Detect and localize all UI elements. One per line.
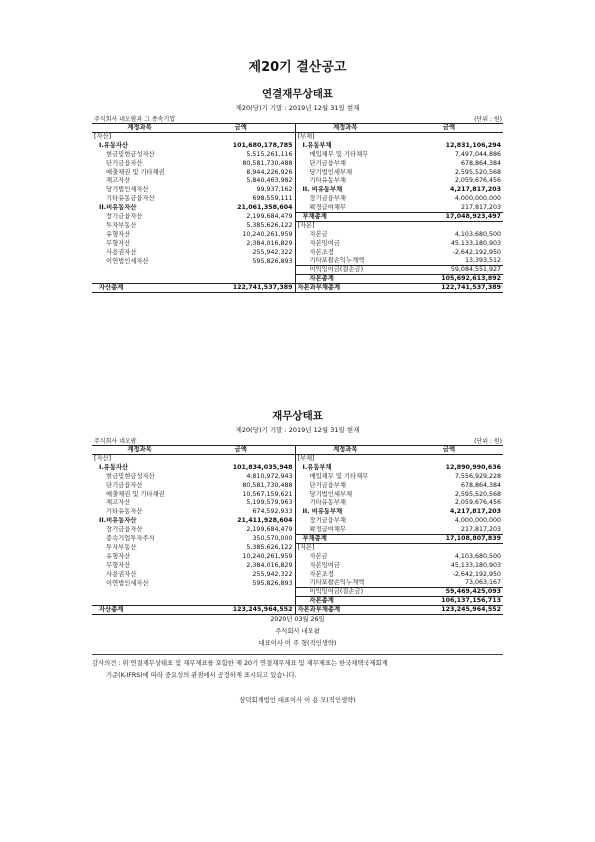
consolidated-unit: (단위 : 원) (474, 116, 502, 123)
consolidated-title: 연결재무상태표 (261, 88, 333, 100)
table-row (92, 204, 503, 213)
table-row (92, 266, 503, 275)
amount (187, 588, 295, 597)
account-name: 종속기업투자주식 (106, 535, 155, 543)
account-name: 자본총계 (295, 275, 395, 284)
account-name: 매입채무 및 기타채무 (295, 150, 395, 159)
account-name: 자본잉여금 (295, 561, 395, 570)
amount: 350,570,000 (252, 535, 293, 543)
amount: 217,817,203 (460, 203, 501, 211)
amount (395, 455, 503, 464)
amount (187, 455, 295, 464)
amount: -2,642,192,950 (452, 248, 501, 256)
amount: 4,217,817,203 (450, 186, 501, 194)
account-name: 유형자산 (106, 552, 131, 560)
amount: 2,059,676,456 (454, 499, 501, 507)
account-name: 당기법인세부채 (295, 490, 395, 499)
amount: 17,108,807,839 (395, 535, 503, 544)
table-row (92, 535, 503, 544)
amount: 12,831,106,294 (445, 141, 501, 149)
amount: 5,385,626,122 (246, 221, 293, 229)
amount: 255,942,322 (252, 248, 293, 256)
account-name: II.비유동자산 (99, 517, 137, 525)
column-header: 계정과목 (295, 124, 395, 133)
account-name: 재고자산 (106, 499, 131, 507)
account-name: 자본금 (295, 552, 395, 561)
amount: 7,497,044,886 (454, 150, 501, 158)
amount: 12,890,990,636 (445, 463, 501, 471)
amount: 99,937,162 (256, 186, 293, 194)
account-name: 이익잉여금(결손금) (295, 266, 395, 275)
amount: 8,944,226,926 (246, 168, 293, 176)
account-name: 당기법인세부채 (295, 168, 395, 177)
table-row (92, 481, 503, 490)
amount (187, 266, 295, 275)
amount: 80,581,730,488 (242, 481, 293, 489)
audit-line-2: 기준(K-IFRS)에 따라 중요성의 관점에서 공정하게 표시되고 있습니다. (106, 671, 297, 679)
table-row (92, 570, 503, 579)
account-name: 자본잉여금 (295, 239, 395, 248)
amount (187, 597, 295, 606)
separate-title: 재무상태표 (272, 410, 323, 422)
account-name: 장기금융부채 (295, 195, 395, 204)
audit-divider (92, 654, 503, 655)
account-name: 매출채권 및 기타채권 (106, 490, 165, 498)
account-name: 기타포괄손익누계액 (295, 257, 395, 266)
amount: 595,826,893 (252, 257, 293, 265)
consolidated-period: 제20(당)기 기말 : 2019년 12월 31일 현재 (235, 104, 360, 112)
audit-line-1: 감사의견 : 위 연결재무상태표 및 재무제표를 포함한 제 20기 연결재무제표 및 재무제표는 한국채택국제회계 (92, 660, 388, 667)
consolidated-table (92, 123, 503, 293)
column-header: 금액 (395, 446, 503, 455)
account-name: 장기금융자산 (106, 526, 143, 534)
table-row (92, 552, 503, 561)
account-name: II. 비유동부채 (295, 508, 395, 517)
amount: 105,692,613,892 (395, 275, 503, 284)
account-name: 단기금융부채 (295, 159, 395, 168)
amount (395, 222, 503, 231)
table-row (92, 195, 503, 204)
amount: 13,393,512 (464, 257, 501, 265)
footer-company: 주식회사 네오팜 (275, 628, 320, 635)
column-header: 계정과목 (92, 124, 187, 133)
footer (0, 614, 595, 650)
amount: 10,240,261,959 (242, 230, 293, 238)
column-header: 금액 (187, 124, 295, 133)
table-row (92, 526, 503, 535)
table-row (92, 588, 503, 597)
amount (187, 275, 295, 284)
amount: 21,411,928,604 (237, 517, 293, 525)
account-name (92, 597, 187, 606)
account-name: 당기법인세자산 (106, 186, 149, 194)
table-row (92, 561, 503, 570)
table-row (92, 455, 503, 464)
amount: 73,063,167 (464, 579, 501, 587)
table-row (92, 248, 503, 257)
account-name: 매출채권 및 기타채권 (106, 168, 165, 176)
amount: 59,084,551,927 (395, 266, 503, 275)
table-row (92, 597, 503, 606)
amount: 5,840,463,982 (246, 177, 293, 185)
amount: -2,642,192,950 (452, 570, 501, 578)
table-row (92, 230, 503, 239)
account-name: I.유동자산 (99, 463, 129, 471)
footer-ceo: 대표이사 이 주 형(직인생략) (258, 640, 337, 647)
amount: 4,217,817,203 (450, 508, 501, 516)
amount: 5,385,626,122 (246, 543, 293, 551)
account-name (92, 266, 187, 275)
total-label: 자산총계 (92, 284, 187, 293)
account-name: 장기금융부채 (295, 517, 395, 526)
account-name: 자본총계 (295, 597, 395, 606)
account-name: 유형자산 (106, 230, 131, 238)
amount: 2,595,520,568 (454, 168, 501, 176)
amount: 2,595,520,568 (454, 490, 501, 498)
table-row (92, 257, 503, 266)
separate-table (92, 445, 503, 615)
table-row (92, 141, 503, 150)
amount: 2,199,684,479 (246, 213, 293, 221)
amount (395, 544, 503, 553)
amount: 4,103,680,500 (454, 230, 501, 238)
account-name: 확정급여채무 (295, 204, 395, 213)
footer-date: 2020년 03월 26일 (270, 616, 325, 623)
total-amount: 122,741,537,389 (187, 284, 295, 293)
table-row (92, 463, 503, 472)
total-label: 자산총계 (92, 606, 187, 615)
amount: 10,240,261,959 (242, 552, 293, 560)
table-row (92, 213, 503, 222)
separate-period: 제20(당)기 기말 : 2019년 12월 31일 현재 (235, 426, 360, 434)
account-name: [자본] (295, 544, 395, 553)
table-row (92, 186, 503, 195)
amount: 5,515,261,116 (246, 150, 293, 158)
amount: 674,592,933 (252, 508, 293, 516)
separate-company: 주식회사 네오팜 (94, 438, 137, 445)
account-name: 부채총계 (295, 213, 395, 222)
amount (187, 133, 295, 142)
amount: 2,384,016,829 (246, 239, 293, 247)
column-header: 금액 (187, 446, 295, 455)
account-name: 이익잉여금(결손금) (295, 588, 395, 597)
table-row (92, 133, 503, 142)
table-header-row (92, 446, 503, 455)
account-name: 확정급여채무 (295, 526, 395, 535)
total-row (92, 284, 503, 293)
table-row (92, 544, 503, 553)
account-name: 기타유동부채 (295, 177, 395, 186)
amount: 17,048,923,497 (395, 213, 503, 222)
separate-unit: (단위 : 원) (474, 438, 502, 445)
account-name: 이연법인세자산 (106, 257, 149, 265)
amount: 80,581,730,488 (242, 159, 293, 167)
table-row (92, 159, 503, 168)
account-name: 부채총계 (295, 535, 395, 544)
account-name: 이연법인세자산 (106, 579, 149, 587)
amount (395, 133, 503, 142)
table-row (92, 168, 503, 177)
amount: 106,137,156,713 (395, 597, 503, 606)
amount: 698,559,111 (252, 195, 293, 203)
account-name: 자본조정 (295, 248, 395, 257)
account-name: I.유동자산 (99, 141, 129, 149)
table-row (92, 490, 503, 499)
account-name: 기타포괄손익누계액 (295, 579, 395, 588)
amount: 4,000,000,000 (454, 517, 501, 525)
table-row (92, 275, 503, 284)
amount: 2,384,016,829 (246, 561, 293, 569)
document-title: 제20기 결산공고 (248, 60, 347, 75)
amount: 7,556,929,228 (454, 472, 501, 480)
table-row (92, 499, 503, 508)
total-label: 자본과부채총계 (295, 284, 395, 293)
account-name: I.유동부채 (295, 463, 395, 472)
column-header: 계정과목 (92, 446, 187, 455)
account-name: [자산] (94, 133, 112, 141)
amount: 678,864,384 (460, 159, 501, 167)
amount: 217,817,203 (460, 525, 501, 533)
amount: 101,834,035,948 (232, 463, 293, 471)
account-name: 현금및현금성자산 (106, 472, 155, 480)
amount: 101,680,178,785 (232, 141, 293, 149)
amount: 10,567,159,621 (242, 490, 293, 498)
account-name: 현금및현금성자산 (106, 150, 155, 158)
column-header: 금액 (395, 124, 503, 133)
consolidated-company: 주식회사 네오팜과 그 종속기업 (94, 116, 176, 123)
table-row (92, 150, 503, 159)
table-header-row (92, 124, 503, 133)
account-name (92, 275, 187, 284)
account-name: II.비유동자산 (99, 204, 137, 212)
account-name: II. 비유동부채 (295, 186, 395, 195)
amount: 4,000,000,000 (454, 195, 501, 203)
amount: 45,133,180,903 (450, 561, 501, 569)
account-name: [부채] (295, 455, 395, 464)
account-name: [자본] (295, 222, 395, 231)
account-name: 무형자산 (106, 561, 131, 569)
account-name: I.유동부채 (295, 141, 395, 150)
account-name: 자본조정 (295, 570, 395, 579)
account-name: 단기금융부채 (295, 481, 395, 490)
account-name: 단기금융자산 (106, 481, 143, 489)
column-header: 계정과목 (295, 446, 395, 455)
table-row (92, 472, 503, 481)
total-amount: 122,741,537,389 (395, 284, 503, 293)
amount: 4,810,972,943 (246, 472, 293, 480)
account-name: 재고자산 (106, 177, 131, 185)
account-name: 단기금융자산 (106, 159, 143, 167)
account-name: 자본금 (295, 230, 395, 239)
total-label: 자본과부채총계 (295, 606, 395, 615)
account-name: 기타유동금융자산 (106, 195, 155, 203)
table-row (92, 239, 503, 248)
account-name: 사용권자산 (106, 570, 137, 578)
account-name: 투자부동산 (106, 543, 137, 551)
amount: 59,469,425,093 (395, 588, 503, 597)
total-amount: 123,245,964,552 (395, 606, 503, 615)
amount: 21,061,358,604 (237, 204, 293, 212)
amount: 2,059,676,456 (454, 177, 501, 185)
table-row (92, 517, 503, 526)
account-name: 매입채무 및 기타채무 (295, 472, 395, 481)
table-row (92, 177, 503, 186)
account-name: [부채] (295, 133, 395, 142)
amount: 45,133,180,903 (450, 239, 501, 247)
account-name: 기타유동부채 (295, 499, 395, 508)
amount: 4,103,680,500 (454, 552, 501, 560)
amount: 2,199,684,479 (246, 526, 293, 534)
table-row (92, 579, 503, 588)
account-name: 무형자산 (106, 239, 131, 247)
account-name: 투자부동산 (106, 221, 137, 229)
account-name: 기타유동자산 (106, 508, 143, 516)
account-name: 사용권자산 (106, 248, 137, 256)
account-name (92, 588, 187, 597)
auditor-signature: 삼덕회계법인 대표이사 이 용 모(직인생략) (239, 697, 356, 704)
table-row (92, 508, 503, 517)
amount: 255,942,322 (252, 570, 293, 578)
account-name: [자산] (94, 455, 112, 463)
audit-opinion (92, 658, 512, 681)
amount: 678,864,384 (460, 481, 501, 489)
amount: 595,826,893 (252, 579, 293, 587)
total-amount: 123,245,964,552 (187, 606, 295, 615)
account-name: 장기금융자산 (106, 213, 143, 221)
table-row (92, 222, 503, 231)
amount: 5,199,579,963 (246, 499, 293, 507)
